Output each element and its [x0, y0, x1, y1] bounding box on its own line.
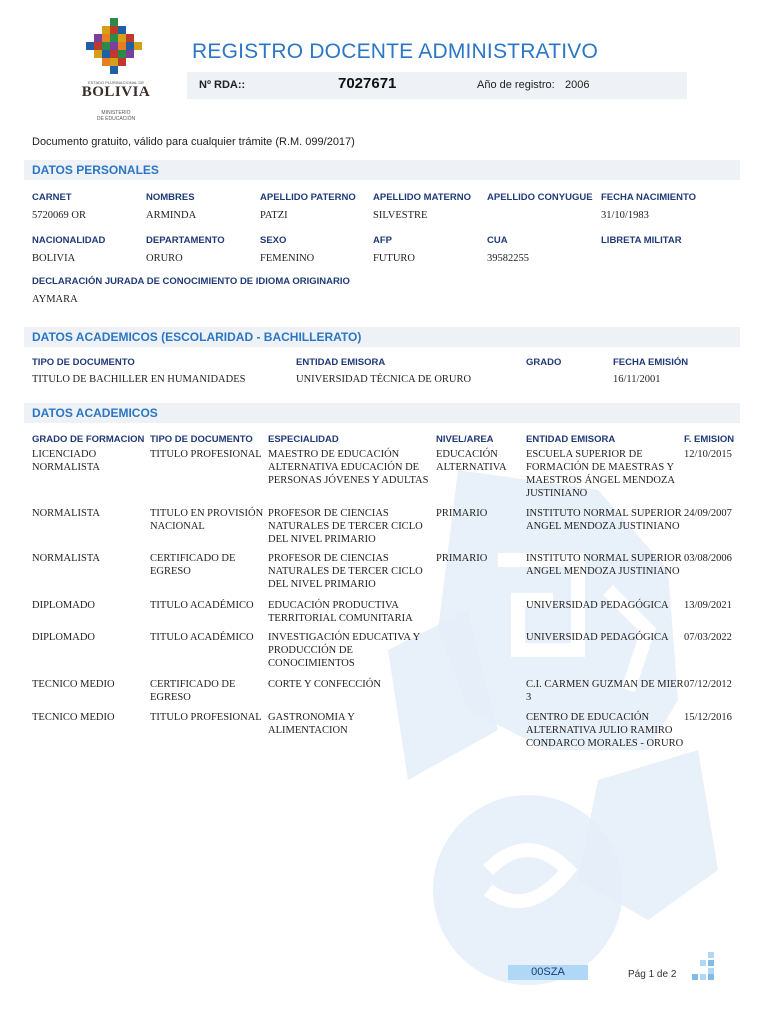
academic-cell-fecha: 15/12/2016 — [684, 712, 732, 723]
academic-cell-entidad-line: ANGEL MENDOZA JUSTINIANO — [526, 521, 680, 532]
personal-header: CUA — [487, 235, 508, 246]
academic-cell-tipo — [150, 448, 262, 461]
personal-value: 31/10/1983 — [601, 210, 649, 221]
academic-cell-grado — [32, 711, 115, 724]
academic-cell-grado-line: TECNICO MEDIO — [32, 679, 115, 690]
academic-cell-esp-line: INVESTIGACIÓN EDUCATIVA Y — [268, 632, 421, 643]
language-value: AYMARA — [32, 294, 78, 305]
academic-cell-esp-line: GASTRONOMIA Y — [268, 712, 355, 723]
academic-cell-grado-line: TECNICO MEDIO — [32, 712, 115, 723]
academic-cell-tipo-line: CERTIFICADO DE — [150, 553, 236, 564]
bolivia-ministry-logo — [70, 18, 162, 128]
bachillerato-header: FECHA EMISIÓN — [613, 357, 689, 368]
bachillerato-header: GRADO — [526, 357, 562, 368]
personal-value: BOLIVIA — [32, 253, 76, 264]
academic-cell-tipo — [150, 507, 263, 533]
academic-header: ESPECIALIDAD — [268, 434, 339, 445]
academic-cell-esp — [268, 631, 420, 670]
academic-cell-entidad — [526, 599, 669, 612]
academic-cell-fecha: 03/08/2006 — [684, 553, 732, 564]
personal-header: SEXO — [260, 235, 287, 246]
academic-cell-esp-line: CONOCIMIENTOS — [268, 658, 355, 669]
academic-cell-entidad-line: INSTITUTO NORMAL SUPERIOR — [526, 553, 682, 564]
rda-bar — [187, 72, 687, 99]
logo-ministry-line1: MINISTERIO — [101, 110, 131, 116]
year-value: 2006 — [565, 79, 590, 91]
academic-cell-esp-line: PERSONAS JÓVENES Y ADULTAS — [268, 475, 429, 486]
academic-cell-entidad-line: ESCUELA SUPERIOR DE — [526, 449, 643, 460]
academic-cell-fecha: 07/03/2022 — [684, 632, 732, 643]
rda-label: Nº RDA:: — [199, 79, 246, 91]
section-bachillerato-title: DATOS ACADEMICOS (ESCOLARIDAD - BACHILLERATO) — [32, 330, 362, 344]
academic-header: GRADO DE FORMACION — [32, 434, 145, 445]
verification-code: 00SZA — [508, 965, 588, 980]
academic-cell-entidad — [526, 507, 682, 533]
academic-cell-tipo-line: TITULO ACADÉMICO — [150, 632, 254, 643]
academic-cell-esp — [268, 507, 423, 546]
academic-cell-grado — [32, 448, 100, 474]
logo-ministry-text — [70, 110, 162, 122]
academic-cell-tipo-line: EGRESO — [150, 692, 191, 703]
academic-cell-fecha: 13/09/2021 — [684, 600, 732, 611]
academic-cell-grado — [32, 678, 115, 691]
personal-header: DEPARTAMENTO — [146, 235, 225, 246]
section-bachillerato — [24, 327, 740, 347]
academic-cell-nivel-line: EDUCACIÓN — [436, 449, 498, 460]
document-note: Documento gratuito, válido para cualquier trámite (R.M. 099/2017) — [32, 136, 355, 148]
section-personal — [24, 160, 740, 180]
personal-header: NOMBRES — [146, 192, 195, 203]
academic-cell-entidad-line: UNIVERSIDAD PEDAGÓGICA — [526, 632, 669, 643]
bolivia-emblem-icon — [82, 18, 150, 78]
academic-cell-entidad — [526, 711, 683, 750]
logo-bolivia-text: BOLIVIA — [81, 84, 151, 100]
personal-header: CARNET — [32, 192, 72, 203]
academic-cell-fecha: 12/10/2015 — [684, 449, 732, 460]
academic-cell-nivel — [436, 507, 487, 520]
academic-cell-tipo-line: TITULO PROFESIONAL — [150, 712, 262, 723]
academic-cell-nivel-line: PRIMARIO — [436, 553, 488, 564]
academic-cell-entidad-line: FORMACIÓN DE MAESTRAS Y — [526, 462, 675, 473]
academic-cell-esp-line: ALIMENTACION — [268, 725, 348, 736]
logo-ministry-line2: DE EDUCACIÓN — [96, 116, 136, 122]
personal-value: ORURO — [146, 253, 183, 264]
academic-cell-esp-line: NATURALES DE TERCER CICLO — [268, 521, 423, 532]
academic-cell-esp-line: DEL NIVEL PRIMARIO — [268, 579, 376, 590]
bachillerato-header: TIPO DE DOCUMENTO — [32, 357, 135, 368]
academic-header: NIVEL/AREA — [436, 434, 494, 445]
academic-cell-entidad-line: ALTERNATIVA JULIO RAMIRO — [526, 725, 673, 736]
academic-cell-esp-line: NATURALES DE TERCER CICLO — [268, 566, 423, 577]
personal-header: NACIONALIDAD — [32, 235, 106, 246]
academic-header: TIPO DE DOCUMENTO — [150, 434, 253, 445]
page-number: Pág 1 de 2 — [628, 969, 677, 980]
academic-cell-fecha: 07/12/2012 — [684, 679, 732, 690]
academic-cell-tipo-line: CERTIFICADO DE — [150, 679, 236, 690]
academic-cell-entidad-line: JUSTINIANO — [526, 488, 588, 499]
academic-header: F. EMISION — [684, 434, 735, 445]
academic-cell-tipo — [150, 552, 235, 578]
academic-cell-entidad — [526, 678, 684, 704]
academic-cell-grado-line: NORMALISTA — [32, 462, 100, 473]
academic-cell-esp-line: CORTE Y CONFECCIÓN — [268, 679, 381, 690]
academic-cell-entidad-line: INSTITUTO NORMAL SUPERIOR — [526, 508, 682, 519]
section-personal-title: DATOS PERSONALES — [32, 163, 159, 177]
academic-cell-esp-line: TERRITORIAL COMUNITARIA — [268, 613, 413, 624]
academic-cell-nivel — [436, 552, 487, 565]
academic-cell-nivel-line: PRIMARIO — [436, 508, 488, 519]
academic-cell-esp — [268, 711, 355, 737]
academic-cell-entidad-line: CENTRO DE EDUCACIÓN — [526, 712, 650, 723]
academic-cell-grado-line: LICENCIADO — [32, 449, 97, 460]
academic-cell-esp — [268, 678, 381, 691]
academic-cell-grado — [32, 507, 100, 520]
academic-cell-grado — [32, 599, 95, 612]
rda-value: 7027671 — [338, 75, 397, 92]
bachillerato-header: ENTIDAD EMISORA — [296, 357, 386, 368]
academic-cell-fecha: 24/09/2007 — [684, 508, 732, 519]
personal-value: 39582255 — [487, 253, 529, 264]
academic-cell-grado-line: DIPLOMADO — [32, 600, 95, 611]
academic-cell-tipo — [150, 711, 262, 724]
academic-cell-esp — [268, 599, 413, 625]
academic-cell-tipo-line: EGRESO — [150, 566, 191, 577]
academic-cell-entidad — [526, 552, 682, 578]
academic-cell-tipo-line: NACIONAL — [150, 521, 205, 532]
bachillerato-value: TITULO DE BACHILLER EN HUMANIDADES — [32, 374, 246, 385]
personal-header: FECHA NACIMIENTO — [601, 192, 696, 203]
personal-value: PATZI — [260, 210, 288, 221]
academic-cell-tipo — [150, 631, 254, 644]
language-header: DECLARACIÓN JURADA DE CONOCIMIENTO DE IDIOMA ORIGINARIO — [32, 276, 350, 287]
academic-cell-tipo — [150, 678, 235, 704]
academic-header: ENTIDAD EMISORA — [526, 434, 616, 445]
personal-header: APELLIDO MATERNO — [373, 192, 471, 203]
academic-cell-grado-line: NORMALISTA — [32, 553, 100, 564]
academic-cell-entidad-line: UNIVERSIDAD PEDAGÓGICA — [526, 600, 669, 611]
page-title: REGISTRO DOCENTE ADMINISTRATIVO — [192, 40, 599, 63]
academic-cell-entidad-line: CONDARCO MORALES - ORURO — [526, 738, 684, 749]
personal-value: 5720069 OR — [32, 210, 86, 221]
academic-cell-esp-line: MAESTRO DE EDUCACIÓN — [268, 449, 400, 460]
academic-cell-esp-line: PRODUCCIÓN DE — [268, 645, 353, 656]
academic-cell-entidad — [526, 631, 669, 644]
academic-cell-tipo-line: TITULO EN PROVISIÓN — [150, 508, 264, 519]
academic-cell-grado — [32, 631, 95, 644]
personal-header: AFP — [373, 235, 392, 246]
academic-cell-entidad-line: ANGEL MENDOZA JUSTINIANO — [526, 566, 680, 577]
academic-cell-esp-line: DEL NIVEL PRIMARIO — [268, 534, 376, 545]
personal-value: FEMENINO — [260, 253, 315, 264]
personal-value: ARMINDA — [146, 210, 197, 221]
academic-cell-esp — [268, 552, 423, 591]
academic-cell-entidad-line: 3 — [526, 692, 532, 703]
academic-cell-entidad — [526, 448, 675, 500]
bachillerato-value: UNIVERSIDAD TÉCNICA DE ORURO — [296, 374, 472, 385]
academic-cell-grado-line: NORMALISTA — [32, 508, 100, 519]
academic-cell-nivel-line: ALTERNATIVA — [436, 462, 507, 473]
corner-pixel-icon — [690, 952, 716, 980]
personal-header: APELLIDO CONYUGUE — [487, 192, 593, 203]
year-label: Año de registro: — [477, 79, 555, 91]
academic-cell-esp-line: ALTERNATIVA EDUCACIÓN DE — [268, 462, 420, 473]
academic-cell-grado — [32, 552, 100, 565]
academic-cell-nivel — [436, 448, 507, 474]
logo-top-text: ESTADO PLURINACIONAL DE — [87, 80, 144, 85]
section-academic-title: DATOS ACADEMICOS — [32, 406, 158, 420]
personal-header: APELLIDO PATERNO — [260, 192, 356, 203]
academic-cell-tipo — [150, 599, 254, 612]
academic-cell-tipo-line: TITULO ACADÉMICO — [150, 600, 254, 611]
academic-cell-esp-line: PROFESOR DE CIENCIAS — [268, 508, 389, 519]
academic-cell-entidad-line: MAESTROS ÁNGEL MENDOZA — [526, 475, 675, 486]
personal-value: FUTURO — [373, 253, 416, 264]
academic-cell-tipo-line: TITULO PROFESIONAL — [150, 449, 262, 460]
academic-cell-entidad-line: C.I. CARMEN GUZMAN DE MIER — [526, 679, 684, 690]
personal-value: SILVESTRE — [373, 210, 428, 221]
academic-cell-esp — [268, 448, 428, 487]
personal-header: LIBRETA MILITAR — [601, 235, 682, 246]
academic-cell-esp-line: EDUCACIÓN PRODUCTIVA — [268, 600, 399, 611]
academic-cell-esp-line: PROFESOR DE CIENCIAS — [268, 553, 389, 564]
section-academic — [24, 403, 740, 423]
bachillerato-value: 16/11/2001 — [613, 374, 661, 385]
academic-cell-grado-line: DIPLOMADO — [32, 632, 95, 643]
